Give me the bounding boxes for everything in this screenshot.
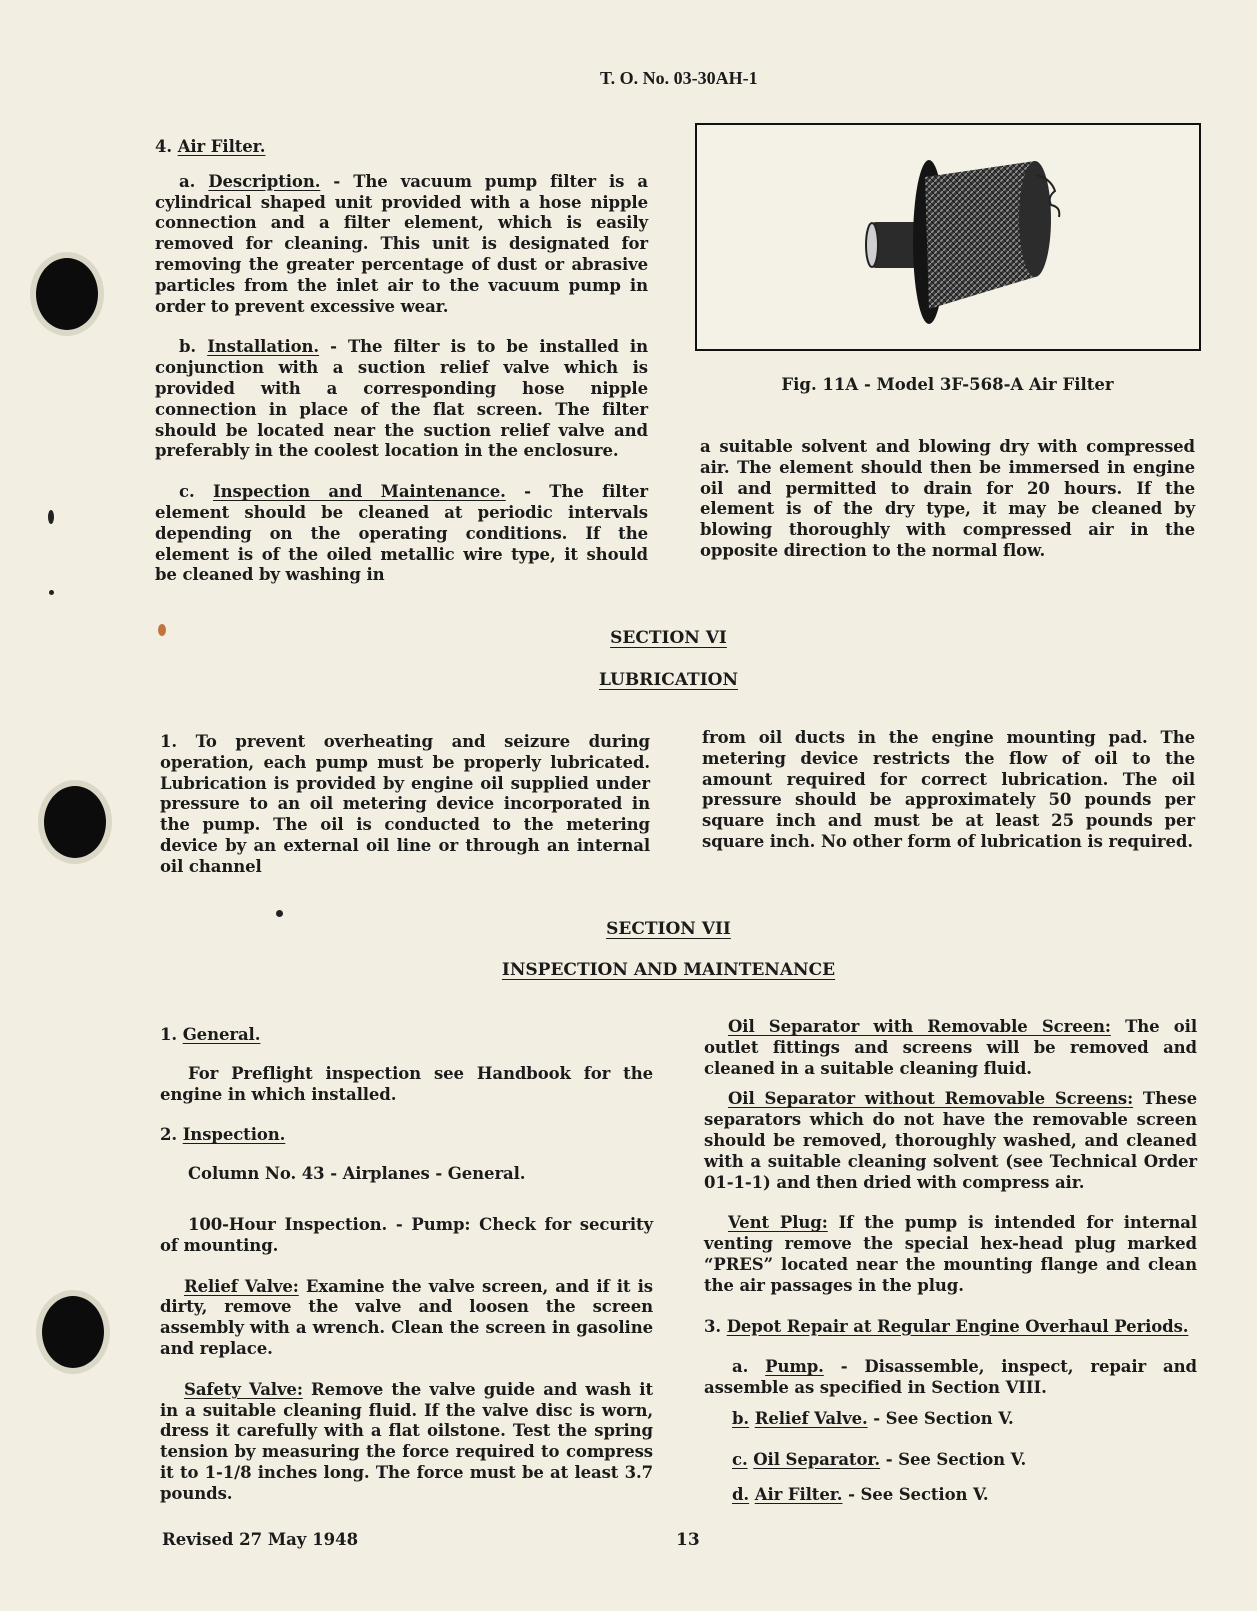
technical-order-number: T. O. No. 03-30AH-1: [600, 68, 758, 88]
hour-inspection-text: 100-Hour Inspection. - Pump: Check for security of mounting.: [160, 1214, 653, 1255]
lubrication-right: from oil ducts in the engine mounting pad. The metering device restricts the flow of oil to the amount required for correct lubrication. The oil pressure should be approximately 50 pounds per square inch and must be at least 25 pounds per square inch. No other form of lubrication is required.: [702, 728, 1195, 851]
figure-frame: [695, 123, 1201, 351]
figure-caption: Fig. 11A - Model 3F-568-A Air Filter: [781, 375, 1114, 394]
lubrication-title: LUBRICATION: [598, 670, 739, 690]
section-vii-right: [704, 1017, 1197, 1525]
speck-mark: [49, 590, 54, 595]
page-number: 13: [676, 1530, 700, 1550]
maintenance-continued: a suitable solvent and blowing dry with compressed air. The element should then be immersed in engine oil and permitted to drain for 20 hours. If the element is of the dry type, it may be cleaned by blowing thoroughly with compressed air in the opposite direction to the normal flow.: [700, 437, 1195, 560]
depot-pump-item: a. Pump. - Disassemble, inspect, repair and assemble as specified in Section VIII.: [704, 1357, 1197, 1398]
depot-repair-heading: 3. Depot Repair at Regular Engine Overhaul Periods.: [704, 1316, 1189, 1336]
revision-date: Revised 27 May 1948: [162, 1530, 359, 1549]
oil-separator-screen-paragraph: Oil Separator with Removable Screen: The oil outlet fittings and screens will be removed and cleaned in a suitable cleaning fluid.: [704, 1017, 1197, 1078]
relief-valve-paragraph: Relief Valve: Examine the valve screen, and if it is dirty, remove the valve and loosen the screen assembly with a wrench. Clean the screen in gasoline and replace.: [160, 1276, 653, 1358]
section-vi-title: SECTION VI: [610, 628, 727, 648]
binder-hole-middle: [44, 786, 106, 858]
description-paragraph: a. Description. - The vacuum pump filter is a cylindrical shaped unit provided with a hose nipple connection and a filter element, which is easily removed for cleaning. This unit is designated for removing the greater percentage of dust or abrasive particles from the inlet air to the vacuum pump in order to prevent excessive wear.: [155, 171, 648, 316]
section-vii-left: [160, 1025, 653, 1525]
inspection-maintenance-paragraph: c. Inspection and Maintenance. - The filter element should be cleaned at periodic intervals depending on the operating conditions. If the element is of the oiled metallic wire type, it should be cleaned by washing in: [155, 482, 648, 585]
installation-paragraph: b. Installation. - The filter is to be installed in conjunction with a suction relief valve which is provided with a corresponding hose nipple connection in place of the flat screen. The filter should be located near the suction relief valve and preferably in the coolest location in the enclosure.: [155, 337, 648, 461]
air-filter-heading: 4. Air Filter.: [155, 137, 266, 156]
depot-air-filter-item: d. Air Filter. - See Section V.: [732, 1484, 989, 1504]
inspection-heading: 2. Inspection.: [160, 1125, 286, 1145]
binder-hole-bottom: [42, 1296, 104, 1368]
binder-hole-top: [36, 258, 98, 330]
section-vii-title: SECTION VII: [606, 919, 731, 939]
depot-relief-valve-item: b. Relief Valve. - See Section V.: [732, 1408, 1014, 1428]
speck-mark: [48, 510, 54, 524]
general-heading: 1. General.: [160, 1025, 261, 1044]
speck-mark: [276, 910, 283, 917]
lubrication-left: 1. To prevent overheating and seizure during operation, each pump must be properly lubricated. Lubrication is provided by engine oil supplied under pressure to an oil metering device incorporated in the pump. The oil is conducted to the metering device by an external oil line or through an internal oil channel: [160, 732, 650, 876]
vent-plug-paragraph: Vent Plug: If the pump is intended for internal venting remove the special hex-head plug marked “PRES” located near the mounting flange and clean the air passages in the plug.: [704, 1213, 1198, 1295]
oil-separator-no-screen-paragraph: Oil Separator without Removable Screens: These separators which do not have the removable screen should be removed, thoroughly washed, and cleaned with a suitable cleaning solvent (see Technical Order 01-1-1) and then dried with compress air.: [704, 1089, 1197, 1192]
air-filter-column: [155, 137, 648, 606]
air-filter-title: Air Filter.: [177, 137, 266, 156]
inspection-maintenance-title: INSPECTION AND MAINTENANCE: [501, 960, 836, 980]
safety-valve-paragraph: Safety Valve: Remove the valve guide and wash it in a suitable cleaning fluid. If the valve disc is worn, dress it carefully with a flat oilstone. Test the spring tension by measuring the force required to compress it to 1-1/8 inches long. The force must be at least 3.7 pounds.: [160, 1379, 653, 1503]
air-filter-illustration: [697, 125, 1199, 349]
column-text: Column No. 43 - Airplanes - General.: [188, 1164, 526, 1184]
general-text: For Preflight inspection see Handbook for the engine in which installed.: [160, 1063, 653, 1104]
depot-oil-separator-item: c. Oil Separator. - See Section V.: [732, 1449, 1027, 1469]
